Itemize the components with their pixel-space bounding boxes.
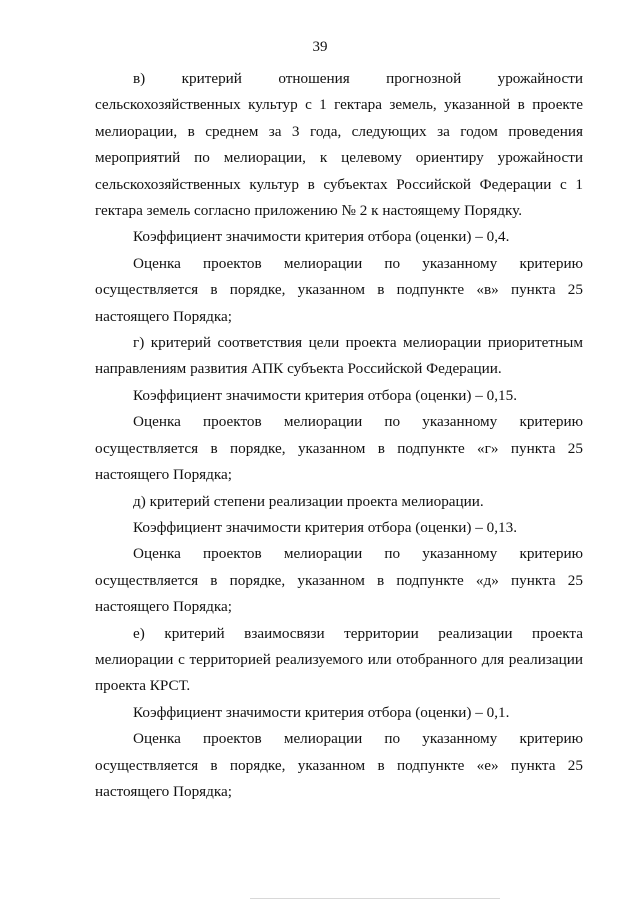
paragraph-assessment-e: Оценка проектов мелиорации по указанному критерию осуществляется в порядке, указанном в подпункте «е» пункта 25 настоящего Порядка; <box>95 730 583 800</box>
paragraph-coefficient-e: Коэффициент значимости критерия отбора (оценки) – 0,1. <box>133 703 510 721</box>
paragraph-criterion-v: в) критерий отношения прогнозной урожайности сельскохозяйственных культур с 1 гектара земель, указанной в проекте мелиорации, в среднем за 3 года, следующих за годом проведения мероприятий по мелиорации, к целевому ориентиру урожайности сельскохозяйственных культур в субъектах Российской Федерации с 1 гектара земель согласно приложению № 2 к настоящему Порядку. <box>95 70 583 220</box>
scan-edge-line <box>250 898 500 899</box>
paragraph-criterion-e: е) критерий взаимосвязи территории реализации проекта мелиорации с территорией реализуемого или отобранного для реализации проекта КРСТ. <box>95 624 583 695</box>
paragraph-assessment-v: Оценка проектов мелиорации по указанному критерию осуществляется в порядке, указанном в подпункте «в» пункта 25 настоящего Порядка; <box>95 254 583 325</box>
paragraph-coefficient-g: Коэффициент значимости критерия отбора (оценки) – 0,15. <box>133 386 518 404</box>
paragraph-criterion-g: г) критерий соответствия цели проекта мелиорации приоритетным направлениям развития АПК субъекта Российской Федерации. <box>95 334 583 378</box>
paragraph-assessment-g: Оценка проектов мелиорации по указанному критерию осуществляется в порядке, указанном в подпункте «г» пункта 25 настоящего Порядка; <box>95 413 583 484</box>
document-body <box>95 66 583 805</box>
paragraph-criterion-d: д) критерий степени реализации проекта мелиорации. <box>133 492 484 510</box>
paragraph-coefficient-d: Коэффициент значимости критерия отбора (оценки) – 0,13. <box>133 518 518 536</box>
page-number: 39 <box>312 39 328 55</box>
paragraph-assessment-d: Оценка проектов мелиорации по указанному критерию осуществляется в порядке, указанном в подпункте «д» пункта 25 настоящего Порядка; <box>95 545 583 616</box>
paragraph-coefficient-v: Коэффициент значимости критерия отбора (оценки) – 0,4. <box>133 228 510 246</box>
